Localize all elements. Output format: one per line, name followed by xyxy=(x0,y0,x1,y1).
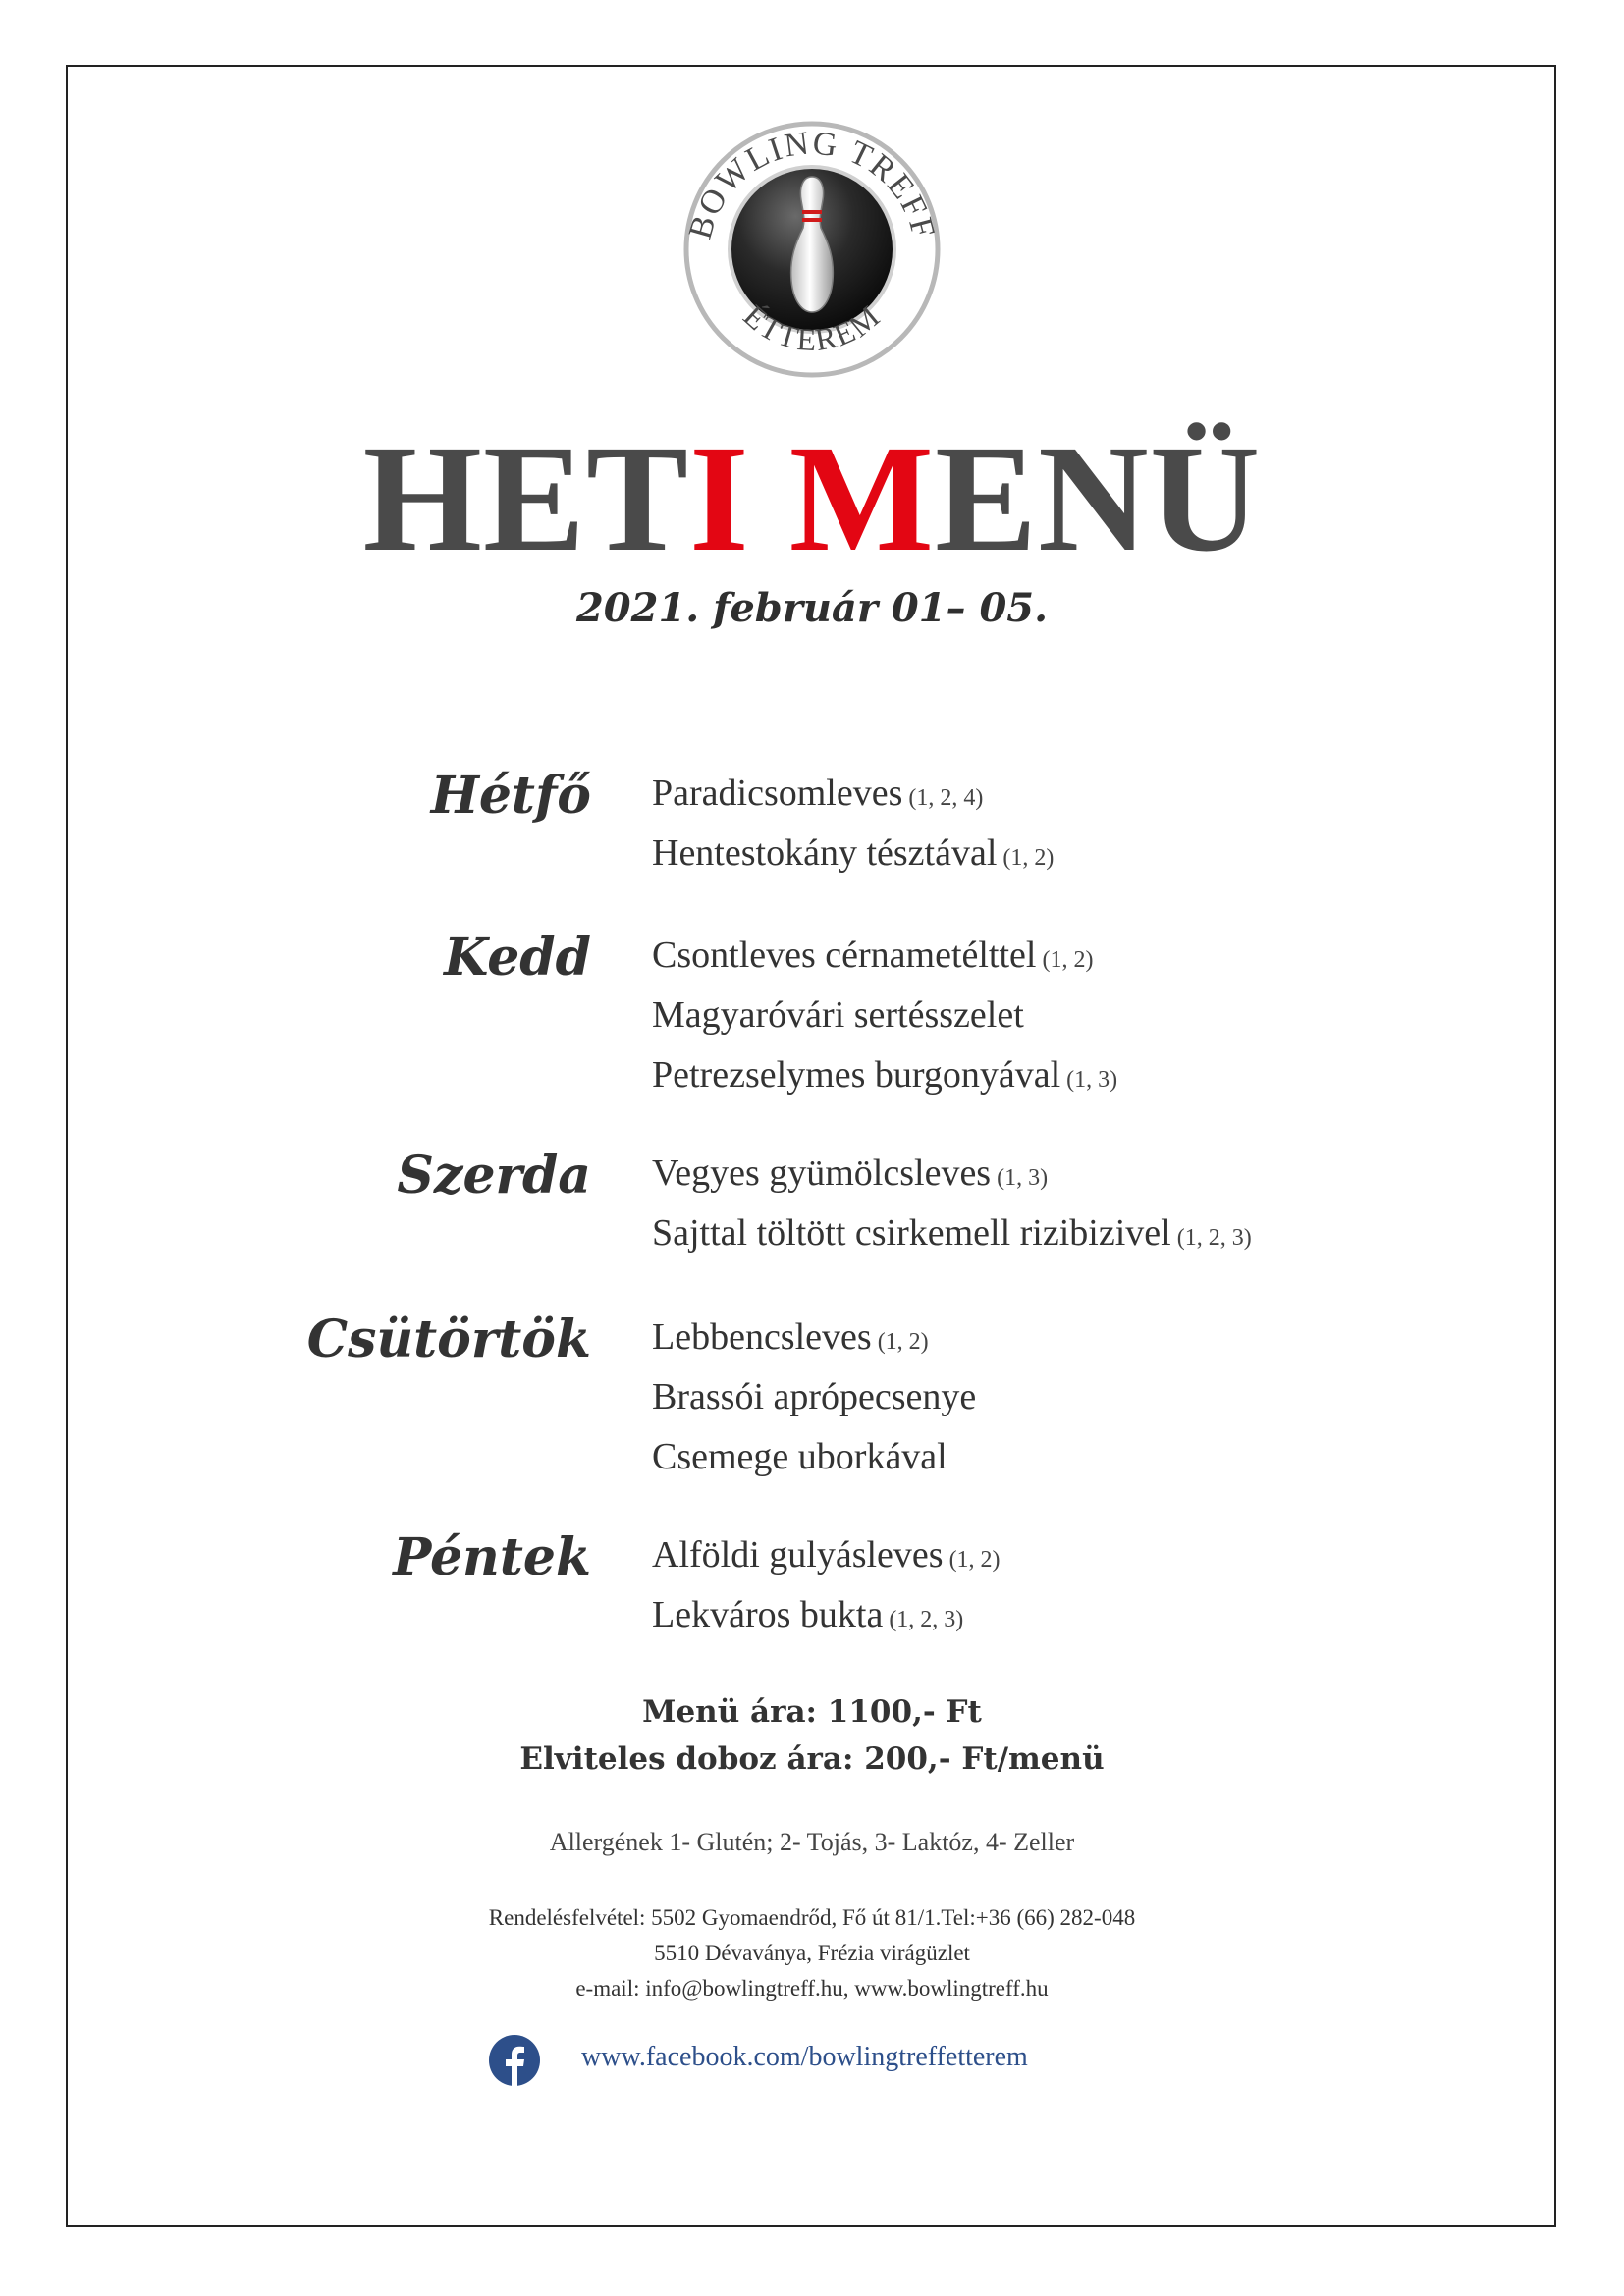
day-label-wednesday: Szerda xyxy=(397,1146,591,1205)
day-label-tuesday: Kedd xyxy=(444,928,591,988)
dish-name: Alföldi gulyásleves xyxy=(652,1534,944,1575)
menu-item xyxy=(652,988,1117,1047)
dish-name: Brassói aprópecsenye xyxy=(652,1376,977,1417)
dish-name: Lekváros bukta xyxy=(652,1594,884,1635)
menu-item xyxy=(652,1369,982,1429)
menu-item xyxy=(652,826,1054,885)
day-items-wednesday xyxy=(652,1146,1252,1265)
day-label-thursday: Csütörtök xyxy=(306,1309,591,1369)
email-website-line: e-mail: info@bowlingtreff.hu, www.bowlingtreff.hu xyxy=(575,1976,1049,2001)
dish-name: Vegyes gyümölcsleves xyxy=(652,1152,992,1194)
menu-item xyxy=(652,1309,982,1369)
menu-item xyxy=(652,1429,982,1489)
dish-name: Csontleves cérnametélttel xyxy=(652,934,1037,976)
facebook-icon[interactable] xyxy=(489,2035,540,2086)
allergen-codes: (1, 3) xyxy=(1066,1067,1118,1093)
menu-item xyxy=(652,1527,1001,1587)
menu-date-range: 2021. február 01– 05. xyxy=(575,585,1049,631)
menu-item xyxy=(652,1146,1252,1205)
title-accent-letter: I xyxy=(689,413,750,583)
allergen-legend: Allergének 1- Glutén; 2- Tojás, 3- Laktóz, 4- Zeller xyxy=(549,1828,1075,1856)
title-accent-letter: M xyxy=(788,413,936,583)
day-label-monday: Hétfő xyxy=(430,766,591,826)
dish-name: Petrezselymes burgonyával xyxy=(652,1054,1061,1095)
dish-name: Hentestokány tésztával xyxy=(652,832,998,874)
facebook-link[interactable]: www.facebook.com/bowlingtreffetterem xyxy=(581,2042,1028,2072)
menu-item xyxy=(652,766,1054,826)
logo-bottom-text: ÉTTEREM xyxy=(736,296,888,358)
allergen-codes: (1, 3) xyxy=(997,1165,1049,1191)
page-title xyxy=(0,410,1624,587)
dish-name: Magyaróvári sertésszelet xyxy=(652,994,1024,1036)
menu-item xyxy=(652,1587,1001,1647)
allergen-codes: (1, 2, 4) xyxy=(908,785,984,811)
bowling-treff-logo xyxy=(662,102,962,397)
takeaway-box-price: Elviteles doboz ára: 200,- Ft/menü xyxy=(519,1741,1105,1777)
second-location-line: 5510 Dévaványa, Frézia virágüzlet xyxy=(654,1941,970,1965)
day-label-friday: Péntek xyxy=(393,1527,591,1587)
allergen-codes: (1, 2) xyxy=(1002,845,1055,871)
dish-name: Lebbencsleves xyxy=(652,1316,872,1358)
day-items-tuesday xyxy=(652,928,1117,1107)
day-items-monday xyxy=(652,766,1054,885)
title-part: ENÜ xyxy=(935,413,1262,583)
day-items-friday xyxy=(652,1527,1001,1647)
menu-price: Menü ára: 1100,- Ft xyxy=(642,1694,982,1730)
dish-name: Csemege uborkával xyxy=(652,1436,947,1477)
title-part: HET xyxy=(362,413,690,583)
dish-name: Paradicsomleves xyxy=(652,773,903,814)
menu-item xyxy=(652,1047,1117,1107)
allergen-codes: (1, 2) xyxy=(877,1329,929,1355)
menu-item xyxy=(652,1205,1252,1265)
day-items-thursday xyxy=(652,1309,982,1489)
dish-name: Sajttal töltött csirkemell rizibizivel xyxy=(652,1212,1171,1254)
logo-top-text: BOWLING TREFF xyxy=(681,125,943,243)
allergen-codes: (1, 2, 3) xyxy=(1176,1225,1252,1251)
order-contact-line: Rendelésfelvétel: 5502 Gyomaendrőd, Fő út 81/1.Tel:+36 (66) 282-048 xyxy=(488,1905,1136,1930)
allergen-codes: (1, 2) xyxy=(1042,947,1094,973)
allergen-codes: (1, 2, 3) xyxy=(889,1607,964,1632)
allergen-codes: (1, 2) xyxy=(948,1547,1001,1573)
menu-item xyxy=(652,928,1117,988)
